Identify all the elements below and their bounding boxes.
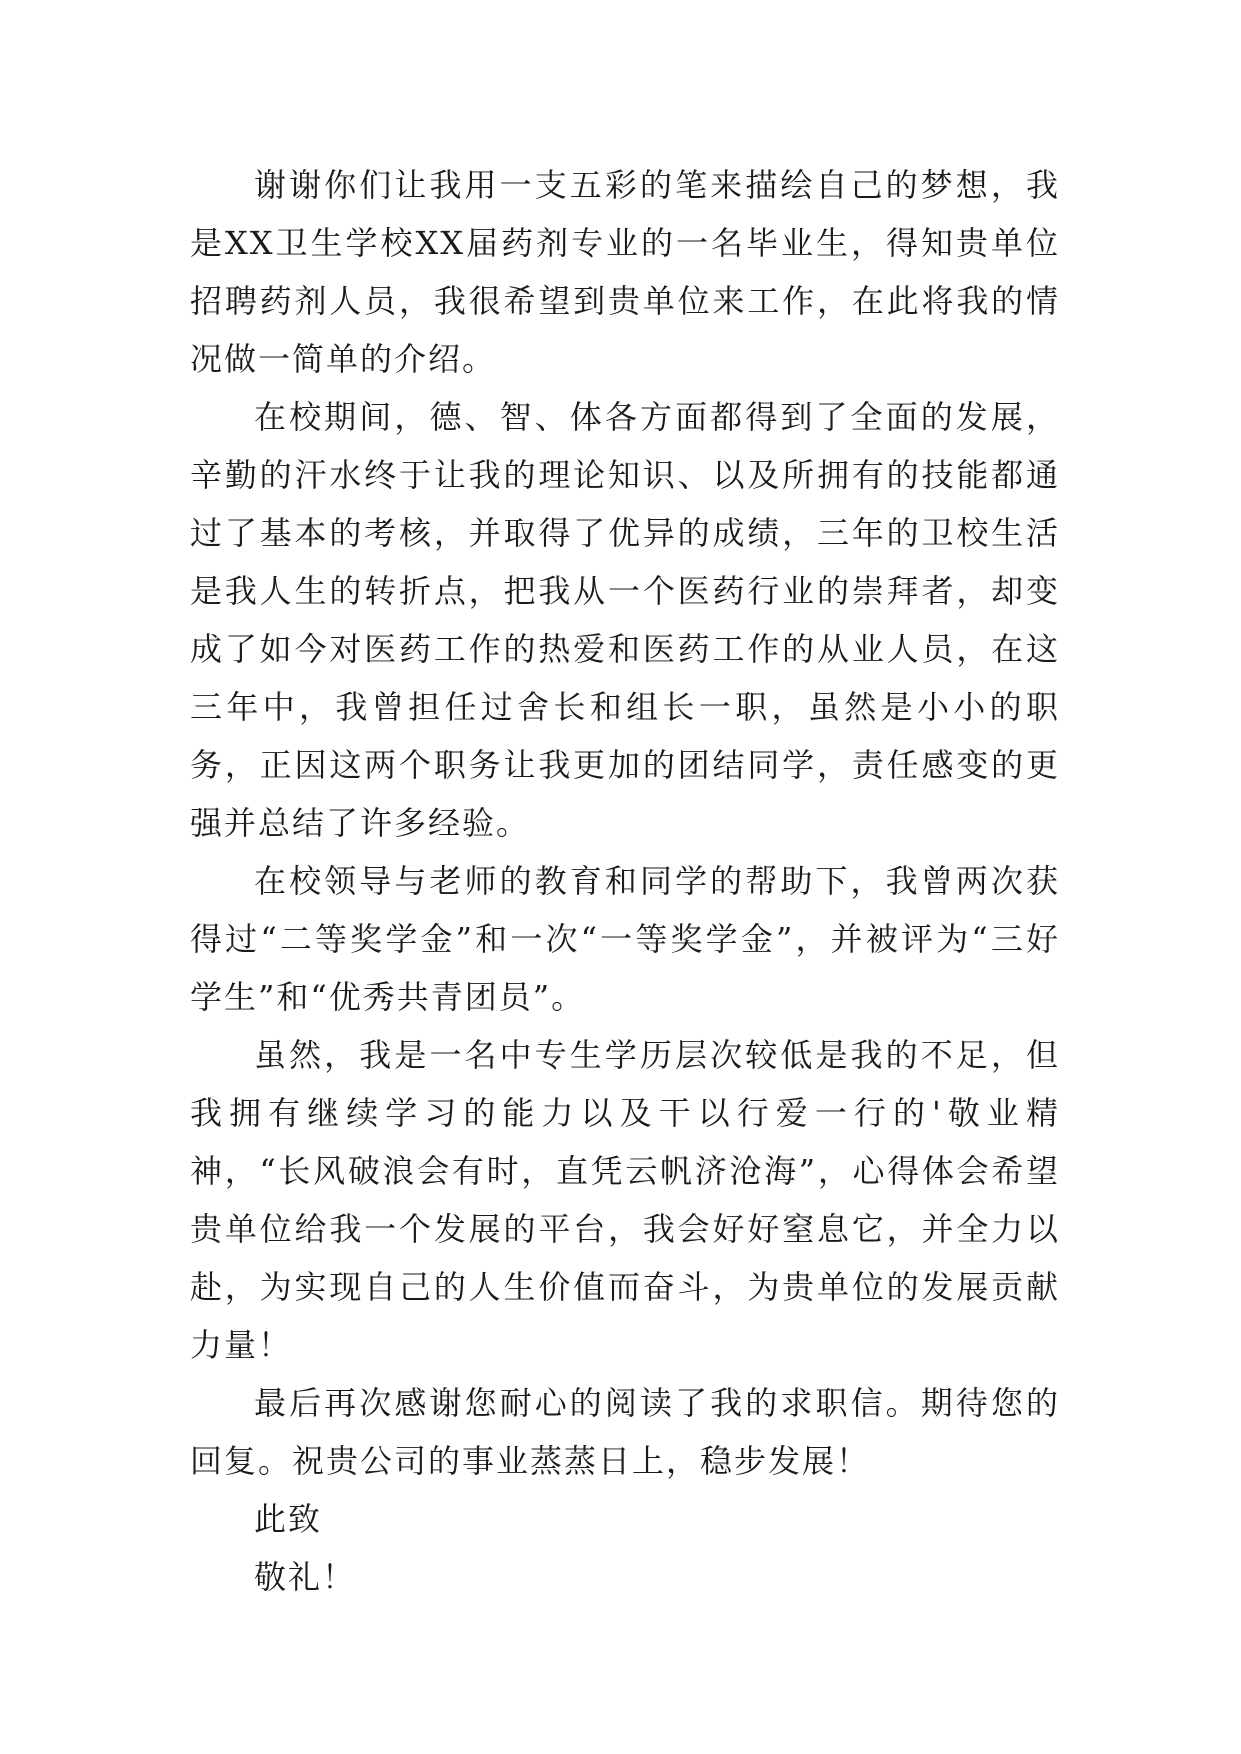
paragraph-self-assessment: 虽然，我是一名中专生学历层次较低是我的不足，但我拥有继续学习的能力以及干以行爱一行的'敬业精神，“长风破浪会有时，直凭云帆济沧海”，心得体会希望贵单位给我一个发展的平台，我会好好窒息它，并全力以赴，为实现自己的人生价值而奋斗，为贵单位的发展贡献力量！ [190,1036,1060,1364]
letter-body [190,156,1060,1606]
closing-salutation: 此致 [254,1500,323,1538]
paragraph-intro: 谢谢你们让我用一支五彩的笔来描绘自己的梦想，我是XX卫生学校XX届药剂专业的一名毕业生，得知贵单位招聘药剂人员，我很希望到贵单位来工作，在此将我的情况做一简单的介绍。 [190,166,1060,378]
paragraph-awards: 在校领导与老师的教育和同学的帮助下，我曾两次获得过“二等奖学金”和一次“一等奖学金”，并被评为“三好学生”和“优秀共青团员”。 [190,862,1060,1016]
paragraph-thanks: 最后再次感谢您耐心的阅读了我的求职信。期待您的回复。祝贵公司的事业蒸蒸日上，稳步发展！ [190,1384,1060,1480]
paragraph-school-life: 在校期间，德、智、体各方面都得到了全面的发展，辛勤的汗水终于让我的理论知识、以及所拥有的技能都通过了基本的考核，并取得了优异的成绩，三年的卫校生活是我人生的转折点，把我从一个医药行业的崇拜者，却变成了如今对医药工作的热爱和医药工作的从业人员，在这三年中，我曾担任过舍长和组长一职，虽然是小小的职务，正因这两个职务让我更加的团结同学，责任感变的更强并总结了许多经验。 [190,398,1060,842]
closing-regards: 敬礼！ [254,1558,357,1596]
